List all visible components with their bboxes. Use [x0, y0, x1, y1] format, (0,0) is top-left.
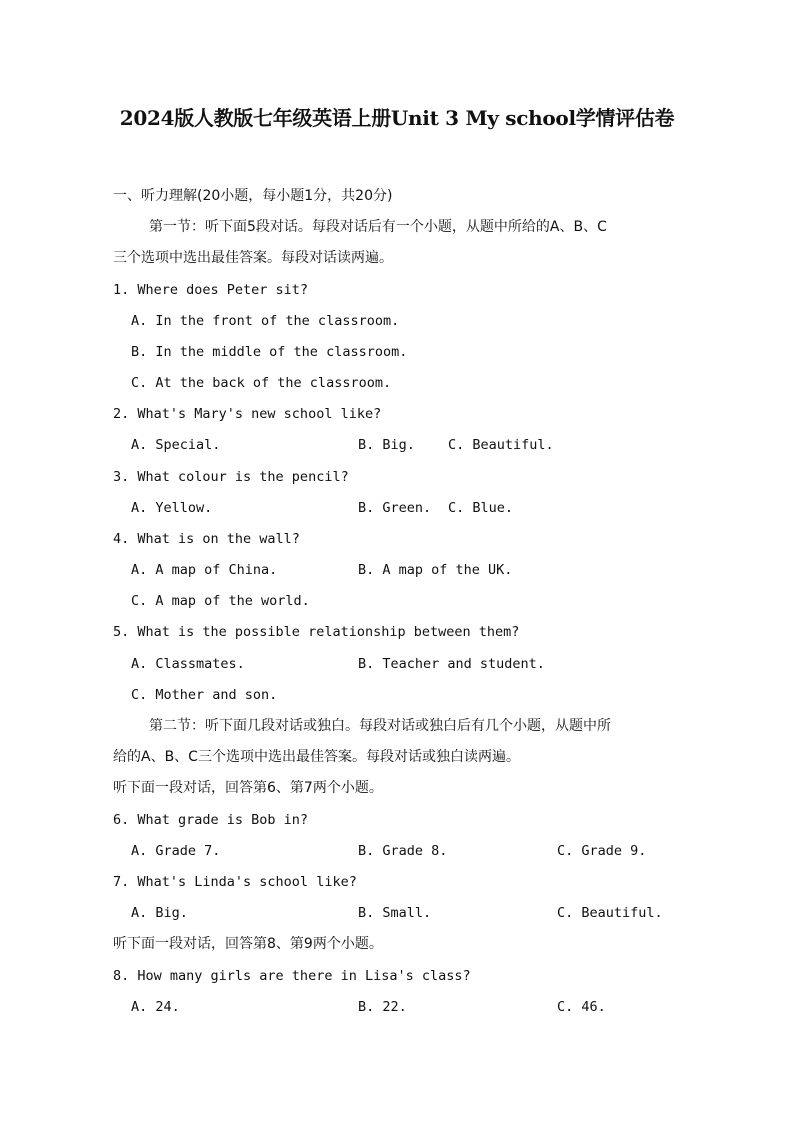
- question-2: 2. What's Mary's new school like?: [113, 406, 382, 422]
- part2-instructions-line2: 给的A、B、C三个选项中选出最佳答案。每段对话或独白读两遍。: [113, 749, 520, 765]
- question-2-option-b: B. Big.: [358, 437, 415, 453]
- dialog-instruction-8-9: 听下面一段对话，回答第8、第9两个小题。: [113, 936, 383, 952]
- exam-title: 2024版人教版七年级英语上册Unit 3 My school学情评估卷: [119, 106, 675, 130]
- question-4-option-b: B. A map of the UK.: [358, 562, 513, 578]
- question-3-option-a: A. Yellow.: [131, 500, 213, 516]
- part2-instructions-line1: 第二节：听下面几段对话或独白。每段对话或独白后有几个小题，从题中所: [149, 718, 611, 734]
- question-8-option-a: A. 24.: [131, 999, 180, 1015]
- question-7: 7. What's Linda's school like?: [113, 874, 357, 890]
- part1-instructions-line2: 三个选项中选出最佳答案。每段对话读两遍。: [113, 250, 393, 266]
- question-1-option-a: A. In the front of the classroom.: [131, 313, 400, 329]
- question-4-option-c: C. A map of the world.: [131, 593, 310, 609]
- question-4-option-a: A. A map of China.: [131, 562, 278, 578]
- question-6-option-a: A. Grade 7.: [131, 843, 221, 859]
- question-5-option-b: B. Teacher and student.: [358, 656, 545, 672]
- question-3-option-c: C. Blue.: [448, 500, 514, 516]
- section-heading-listening: 一、听力理解(20小题，每小题1分，共20分): [113, 188, 393, 204]
- part1-instructions-line1: 第一节：听下面5段对话。每段对话后有一个小题，从题中所给的A、B、C: [149, 219, 607, 235]
- question-2-option-a: A. Special.: [131, 437, 221, 453]
- question-1: 1. Where does Peter sit?: [113, 282, 309, 298]
- question-8-option-b: B. 22.: [358, 999, 407, 1015]
- question-2-option-c: C. Beautiful.: [448, 437, 554, 453]
- question-7-option-c: C. Beautiful.: [557, 905, 663, 921]
- question-7-option-a: A. Big.: [131, 905, 188, 921]
- question-5: 5. What is the possible relationship between them?: [113, 624, 520, 640]
- question-8: 8. How many girls are there in Lisa's class?: [113, 968, 471, 984]
- question-1-option-c: C. At the back of the classroom.: [131, 375, 392, 391]
- question-6-option-c: C. Grade 9.: [557, 843, 647, 859]
- question-7-option-b: B. Small.: [358, 905, 432, 921]
- question-3: 3. What colour is the pencil?: [113, 469, 349, 485]
- question-5-option-c: C. Mother and son.: [131, 687, 278, 703]
- question-6-option-b: B. Grade 8.: [358, 843, 448, 859]
- question-1-option-b: B. In the middle of the classroom.: [131, 344, 408, 360]
- question-6: 6. What grade is Bob in?: [113, 812, 309, 828]
- question-3-option-b: B. Green.: [358, 500, 432, 516]
- question-8-option-c: C. 46.: [557, 999, 606, 1015]
- question-5-option-a: A. Classmates.: [131, 656, 245, 672]
- question-4: 4. What is on the wall?: [113, 531, 300, 547]
- dialog-instruction-6-7: 听下面一段对话，回答第6、第7两个小题。: [113, 780, 383, 796]
